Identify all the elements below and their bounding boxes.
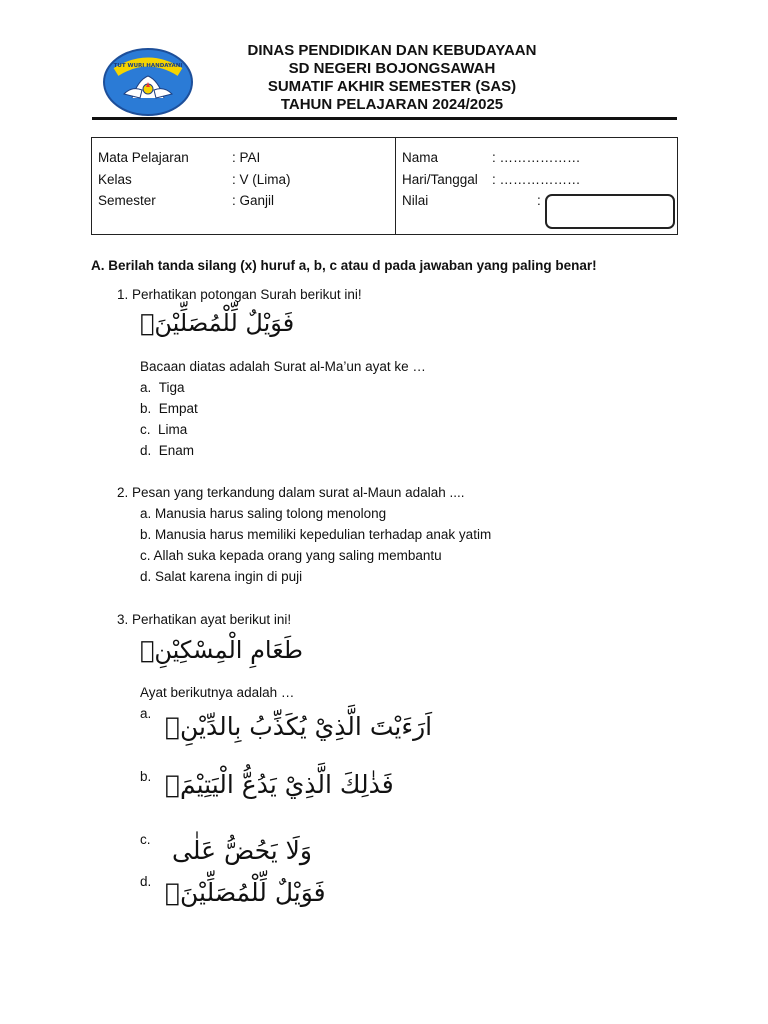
q3-option-b-label[interactable]: b.: [140, 769, 152, 784]
kelas-label: Kelas: [98, 172, 132, 187]
q3-option-a-label[interactable]: a.: [140, 706, 152, 721]
nilai-colon: :: [537, 193, 541, 208]
hari-tanggal-field[interactable]: : ………………: [492, 172, 581, 187]
q2-option-c[interactable]: c. Allah suka kepada orang yang saling membantu: [140, 548, 442, 563]
nama-field[interactable]: : ………………: [492, 150, 581, 165]
q3-option-c-label[interactable]: c.: [140, 832, 151, 847]
section-a-instruction: A. Berilah tanda silang (x) huruf a, b, c atau d pada jawaban yang paling benar!: [91, 258, 597, 273]
document-header: [200, 42, 584, 114]
nilai-label: Nilai: [402, 193, 429, 208]
q2-option-a[interactable]: a. Manusia harus saling tolong menolong: [140, 506, 387, 521]
q3-option-d-label[interactable]: d.: [140, 874, 152, 889]
question-2: 2. Pesan yang terkandung dalam surat al-Maun adalah ....: [117, 485, 465, 500]
student-info-table: [91, 137, 678, 235]
option-text: Enam: [158, 443, 195, 458]
header-line-3: SUMATIF AKHIR SEMESTER (SAS): [267, 78, 517, 95]
q3-option-d[interactable]: فَوَيْلٌ لِّلْمُصَلِّيْنَۙ: [165, 878, 326, 907]
option-letter: d.: [140, 443, 152, 458]
semester-value: : Ganjil: [232, 193, 275, 208]
q2-option-b[interactable]: b. Manusia harus memiliki kepedulian terhadap anak yatim: [140, 527, 492, 542]
header-line-4: TAHUN PELAJARAN 2024/2025: [280, 96, 504, 113]
nama-label: Nama: [402, 150, 439, 165]
question-1: 1. Perhatikan potongan Surah berikut ini!: [117, 287, 362, 302]
q3-option-a[interactable]: اَرَءَيْتَ الَّذِيْ يُكَذِّبُ بِالدِّيْنِۗ: [165, 712, 433, 741]
header-divider: [92, 117, 677, 120]
svg-text:TUT WURI HANDAYANI: TUT WURI HANDAYANI: [113, 63, 183, 69]
option-text: Lima: [158, 422, 188, 437]
q3-prompt: Ayat berikutnya adalah …: [140, 685, 295, 700]
semester-label: Semester: [98, 193, 156, 208]
header-line-2: SD NEGERI BOJONGSAWAH: [288, 60, 496, 77]
mapel-value: : PAI: [232, 150, 261, 165]
question-3: 3. Perhatikan ayat berikut ini!: [117, 612, 292, 627]
q1-option-a[interactable]: [140, 380, 185, 395]
nilai-score-box[interactable]: [545, 194, 675, 229]
q1-option-d[interactable]: [140, 443, 194, 458]
header-line-1: DINAS PENDIDIKAN DAN KEBUDAYAAN: [247, 42, 537, 59]
hari-tanggal-label: Hari/Tanggal: [402, 172, 478, 187]
kelas-value: : V (Lima): [232, 172, 291, 187]
q1-option-c[interactable]: [140, 422, 187, 437]
option-text: Empat: [158, 401, 198, 416]
option-letter: a.: [140, 380, 152, 395]
option-letter: c.: [140, 422, 151, 437]
q3-option-c[interactable]: وَلَا يَحُضُّ عَلٰى: [172, 836, 312, 865]
tut-wuri-handayani-logo: [102, 46, 194, 116]
option-letter: b.: [140, 401, 152, 416]
table-divider: [395, 138, 396, 234]
option-text: Tiga: [158, 380, 185, 395]
q1-option-b[interactable]: [140, 401, 198, 416]
q3-arabic-verse: طَعَامِ الْمِسْكِيْنِۗ: [140, 636, 303, 664]
q2-option-d[interactable]: d. Salat karena ingin di puji: [140, 569, 303, 584]
mapel-label: Mata Pelajaran: [98, 150, 189, 165]
q3-option-b[interactable]: فَذٰلِكَ الَّذِيْ يَدُعُّ الْيَتِيْمَۙ: [165, 770, 394, 799]
q1-prompt: Bacaan diatas adalah Surat al-Ma’un ayat ke …: [140, 359, 426, 374]
q1-arabic-verse: فَوَيْلٌ لِّلْمُصَلِّيْنَۙ: [140, 309, 295, 337]
